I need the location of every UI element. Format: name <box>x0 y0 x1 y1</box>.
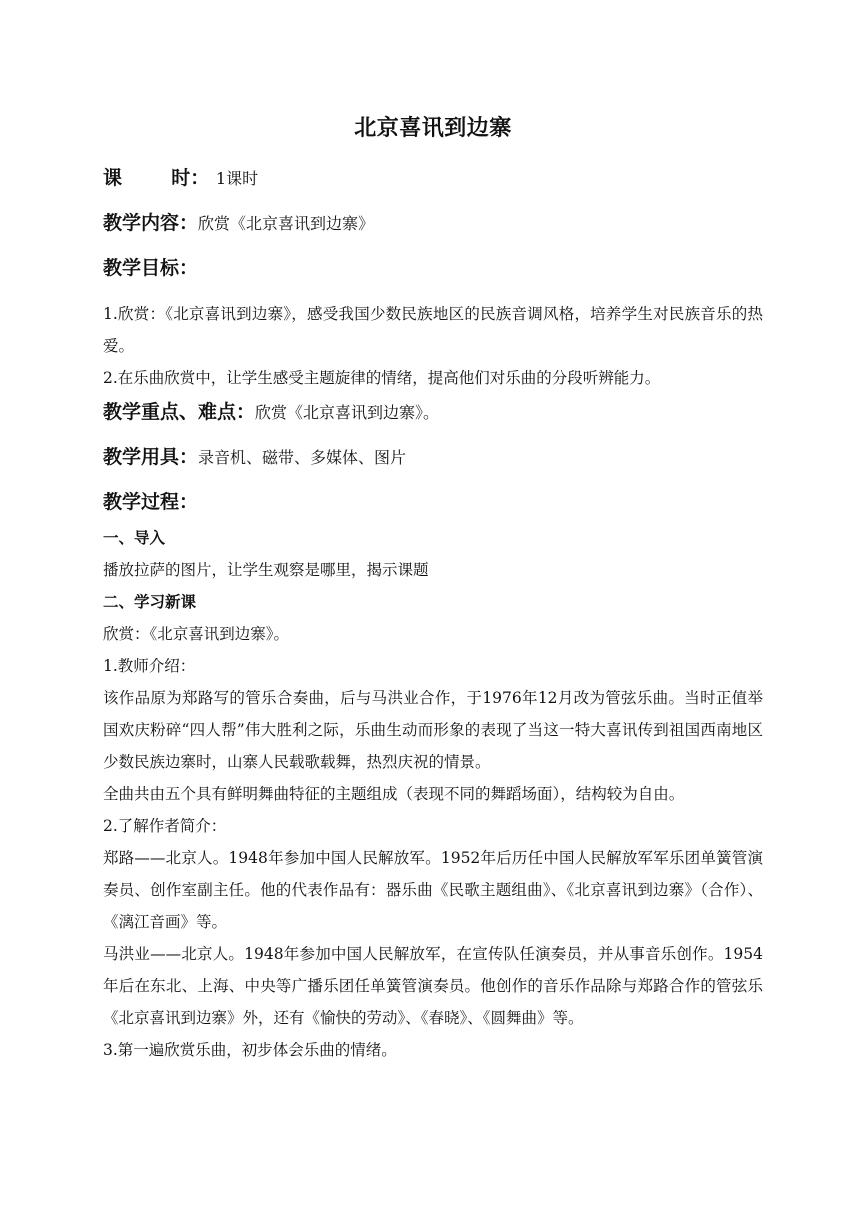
step-2-title: 2.了解作者简介： <box>103 817 227 835</box>
section-1-text: 播放拉萨的图片，让学生观察是哪里，揭示课题 <box>103 561 429 579</box>
lesson-time-row <box>103 164 763 193</box>
lesson-time-value: 1课时 <box>215 169 259 188</box>
section-2-title: 二、学习新课 <box>103 593 197 611</box>
step-3-title: 3.第一遍欣赏乐曲，初步体会乐曲的情绪。 <box>103 1041 397 1059</box>
step-2-paragraph-1: 郑路——北京人。1948年参加中国人民解放军。1952年后历任中国人民解放军军乐团单簧管演奏员、创作室副主任。他的代表作品有：器乐曲《民歌主题组曲》、《北京喜讯到边寨》（合作）、《漓江音画》等。 <box>103 849 763 931</box>
goal-item-2: 2.在乐曲欣赏中，让学生感受主题旋律的情绪，提高他们对乐曲的分段听辨能力。 <box>103 369 661 387</box>
document-title: 北京喜讯到边寨 <box>354 116 512 141</box>
teaching-goals-heading: 教学目标： <box>103 257 199 279</box>
teaching-process-heading: 教学过程： <box>103 491 199 513</box>
teaching-tools-row <box>103 443 763 472</box>
lesson-time-label <box>103 167 216 189</box>
teaching-content-row <box>103 209 763 238</box>
teaching-content-value: 欣赏《北京喜讯到边寨》 <box>198 214 375 233</box>
lesson-time-label-part1: 课 <box>103 167 123 189</box>
step-1-paragraph-1: 该作品原为郑路写的管乐合奏曲，后与马洪业合作，于1976年12月改为管弦乐曲。当时正值举国欢庆粉碎“四人帮”伟大胜利之际，乐曲生动而形象的表现了当这一特大喜讯传到祖国西南地区少数民族边寨时，山寨人民载歌载舞，热烈庆祝的情景。 <box>103 689 763 771</box>
section-2-intro: 欣赏：《北京喜讯到边寨》。 <box>103 625 290 643</box>
key-points-row <box>103 398 763 427</box>
step-2-paragraph-2: 马洪业——北京人。1948年参加中国人民解放军，在宣传队任演奏员，并从事音乐创作。1954年后在东北、上海、中央等广播乐团任单簧管演奏员。他创作的音乐作品除与郑路合作的管弦乐《北京喜讯到边寨》外，还有《愉快的劳动》、《春晓》、《圆舞曲》等。 <box>103 945 763 1027</box>
goal-item-1: 1.欣赏：《北京喜讯到边寨》，感受我国少数民族地区的民族音调风格，培养学生对民族音乐的热爱。 <box>103 305 763 355</box>
step-1-title: 1.教师介绍： <box>103 657 196 675</box>
teaching-tools-label: 教学用具： <box>103 446 199 468</box>
step-1-paragraph-2: 全曲共由五个具有鲜明舞曲特征的主题组成（表现不同的舞蹈场面），结构较为自由。 <box>103 785 685 803</box>
key-points-label: 教学重点、难点： <box>103 401 256 423</box>
teaching-tools-value: 录音机、磁带、多媒体、图片 <box>198 448 407 467</box>
lesson-time-label-part2: 时： <box>171 167 210 189</box>
section-1-title: 一、导入 <box>103 529 166 547</box>
teaching-content-label: 教学内容： <box>103 212 199 234</box>
key-points-value: 欣赏《北京喜讯到边寨》。 <box>255 403 440 422</box>
